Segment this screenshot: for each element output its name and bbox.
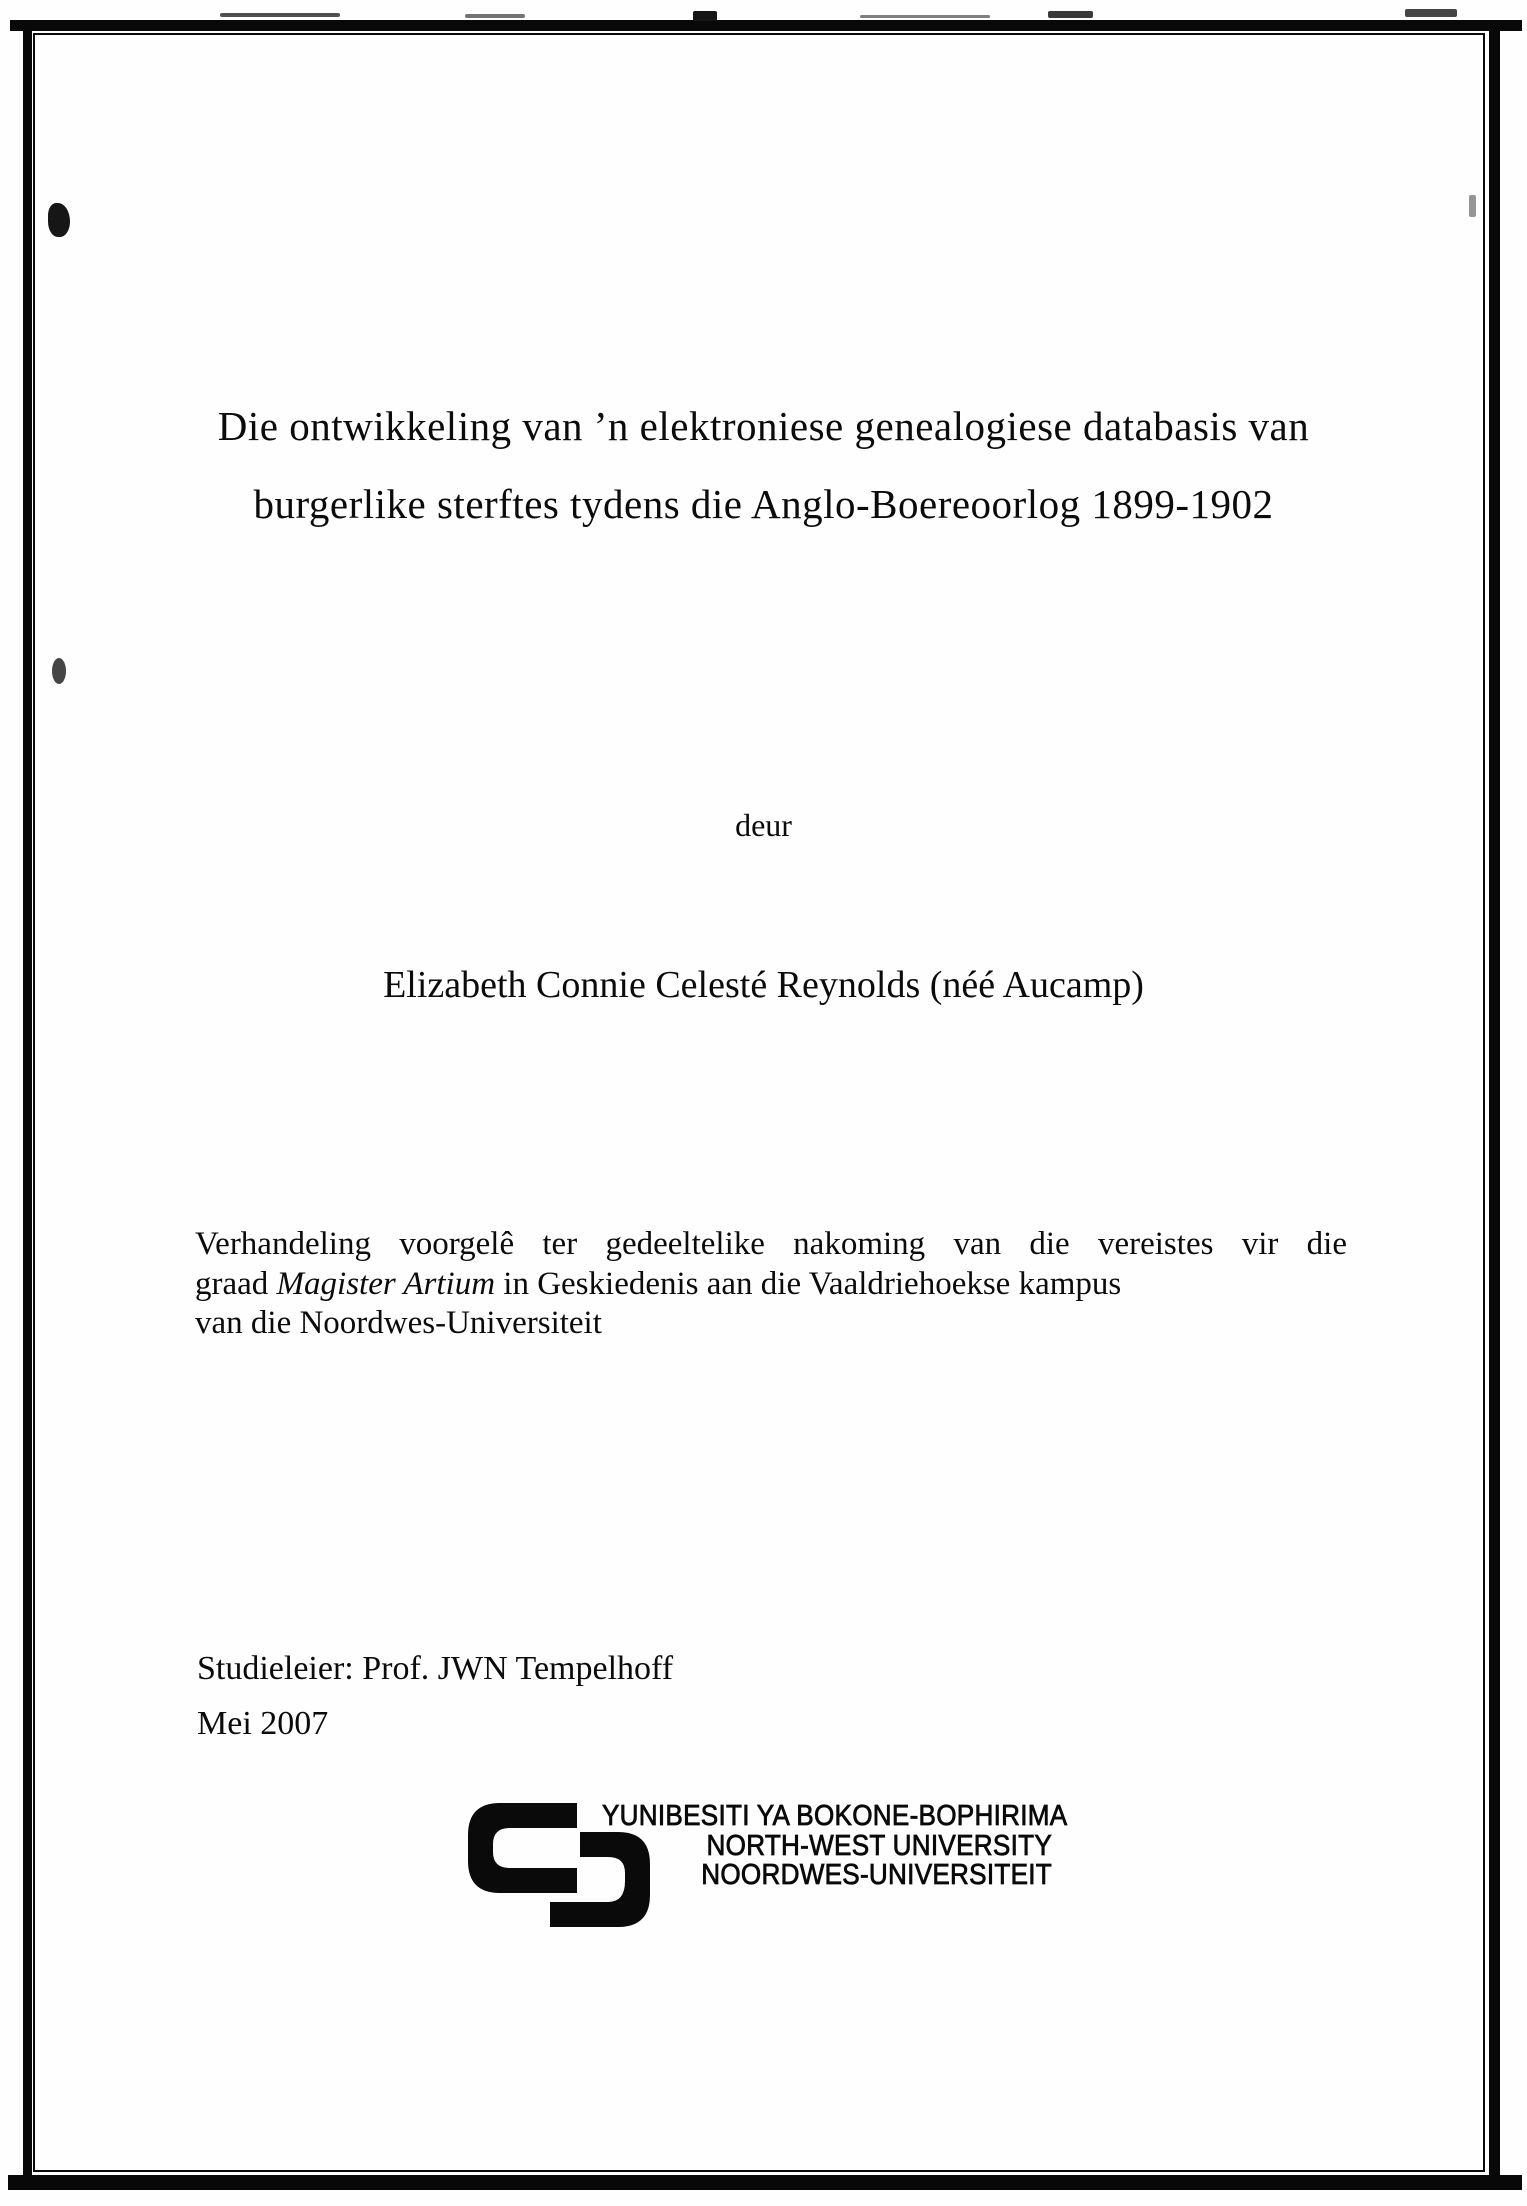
thesis-title-line2: burgerlike sterftes tydens die Anglo-Boereoorlog 1899-1902 — [253, 481, 1274, 527]
scan-noise-mark — [1048, 11, 1093, 18]
submission-statement-line2 — [195, 1265, 1347, 1305]
thesis-title — [90, 387, 1437, 543]
scan-noise-mark — [48, 203, 70, 237]
supervisor-line: Studieleier: Prof. JWN Tempelhoff — [197, 1650, 674, 1687]
thesis-title-line1: Die ontwikkeling van ’n elektroniese genealogiese databasis van — [217, 403, 1310, 449]
submission-statement-line3: van die Noordwes-Universiteit — [195, 1305, 602, 1341]
frame-border-bottom — [8, 2175, 1522, 2190]
scan-noise-mark — [52, 658, 66, 684]
frame-border-top — [10, 20, 1522, 31]
statement-line2-suffix: in Geskiedenis aan die Vaaldriehoekse kampus — [495, 1265, 1122, 1302]
degree-name: Magister Artium — [276, 1265, 496, 1302]
byline-label: deur — [735, 807, 792, 843]
scan-noise-mark — [1405, 9, 1457, 17]
statement-line2-prefix: graad — [195, 1265, 277, 1302]
frame-border-left — [23, 20, 32, 2190]
university-name-setswana: YUNIBESITI YA BOKONE-BOPHIRIMA — [602, 1800, 1068, 1832]
scan-noise-mark — [1469, 195, 1476, 217]
submission-statement — [195, 1225, 1347, 1344]
scan-noise-mark — [693, 11, 717, 21]
frame-border-right — [1489, 24, 1500, 2190]
university-name-english: NORTH-WEST UNIVERSITY — [706, 1829, 1052, 1862]
date-line: Mei 2007 — [197, 1705, 329, 1742]
submission-statement-line1: Verhandeling voorgelê ter gedeeltelike nakoming van die vereistes vir die — [195, 1226, 1347, 1262]
scan-noise-mark — [465, 14, 525, 18]
supervisor-block — [197, 1641, 673, 1751]
university-wordmark — [602, 1800, 1068, 1891]
scan-noise-mark — [220, 13, 340, 17]
scan-noise-mark — [860, 15, 990, 18]
author-name: Elizabeth Connie Celesté Reynolds (néé Aucamp) — [383, 964, 1144, 1006]
university-name-afrikaans: NOORDWES-UNIVERSITEIT — [701, 1859, 1052, 1891]
